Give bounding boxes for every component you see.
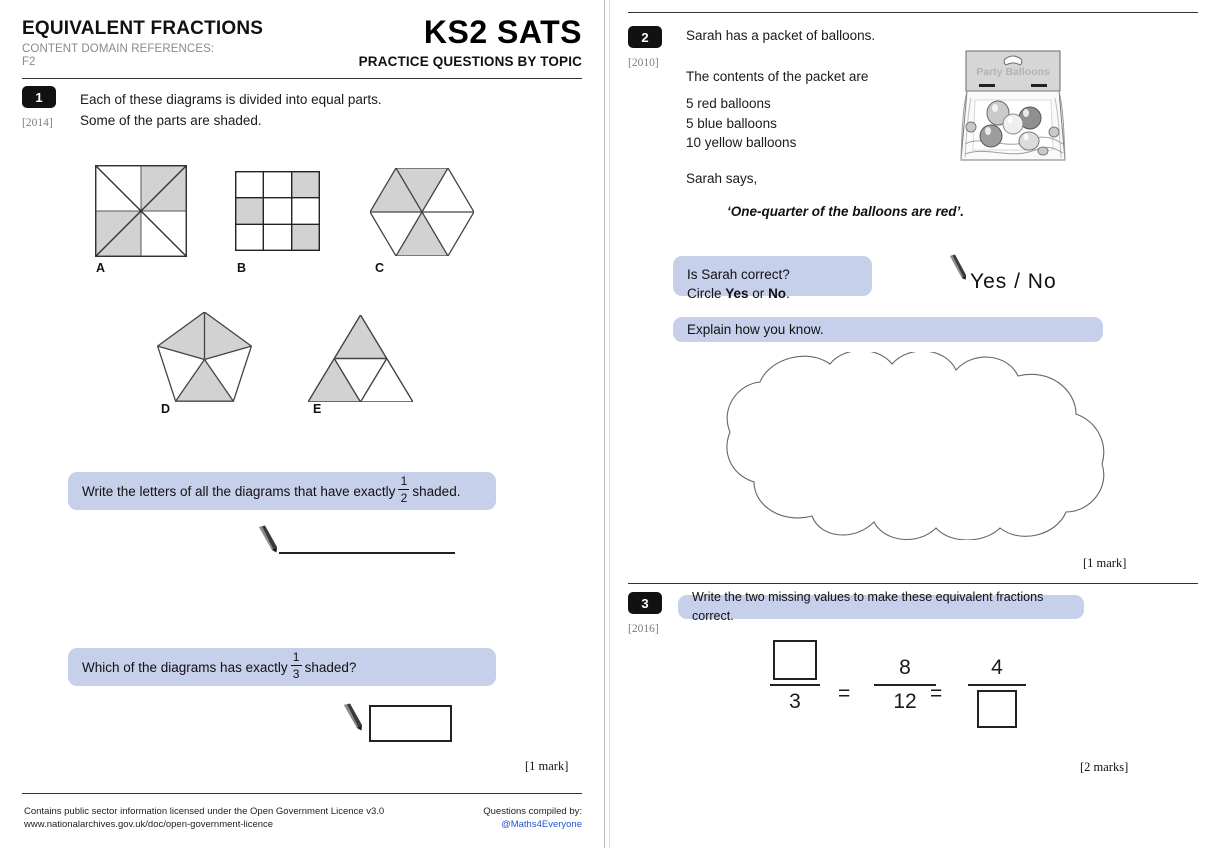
pencil-icon [256, 525, 280, 553]
licence-line-2: www.nationalarchives.gov.uk/doc/open-government-licence [24, 819, 274, 830]
fraction-numerator: 1 [292, 650, 300, 665]
diagram-c-label: C [375, 261, 385, 275]
question-2-line-6: Sarah says, [686, 171, 758, 186]
question-3-year: [2016] [628, 623, 659, 635]
exam-subtitle: PRACTICE QUESTIONS BY TOPIC [358, 54, 582, 69]
fraction-denominator: 3 [292, 666, 300, 681]
pencil-icon [341, 703, 365, 731]
question-2-quote: ‘One-quarter of the balloons are red’. [727, 204, 965, 219]
fraction-bar [398, 489, 409, 490]
fraction-1-bar [770, 684, 820, 686]
question-2-line-2: The contents of the packet are [686, 69, 869, 84]
footer-divider [22, 793, 582, 794]
right-page [610, 0, 1205, 848]
circle-or-word: or [748, 286, 769, 301]
question-1-marks: [1 mark] [525, 759, 569, 773]
question-2-circle-prompt [673, 256, 872, 301]
fraction-3-numerator: 4 [991, 656, 1003, 679]
fraction-2-bar [874, 684, 936, 686]
header-divider [22, 78, 582, 79]
exam-title: KS2 SATS [423, 14, 582, 50]
question-1a-prompt-pre: Write the letters of all the diagrams that have exactly [82, 483, 396, 499]
diagram-b-label: B [237, 261, 247, 275]
diagram-d-label: D [161, 402, 171, 416]
question-2-line-3: 5 red balloons [686, 96, 771, 111]
content-domain-code: F2 [22, 56, 36, 68]
question-2-badge: 2 [628, 26, 662, 48]
question-1b-prompt-pre: Which of the diagrams has exactly [82, 659, 288, 675]
question-1a-prompt [68, 472, 496, 510]
diagram-e [308, 315, 413, 402]
diagram-e-label: E [313, 402, 322, 416]
question-1b-prompt-post: shaded? [304, 659, 357, 675]
balloon-packet-label: Party Balloons [976, 66, 1050, 78]
question-2-year: [2010] [628, 57, 659, 69]
balloon-packet-image [953, 48, 1073, 168]
fraction-3-bar [968, 684, 1026, 686]
equals-sign-2: = [930, 682, 943, 705]
question-2-circle-prompt-line-1: Is Sarah correct? [687, 267, 790, 282]
question-1-line-2: Some of the parts are shaded. [80, 113, 262, 128]
compiled-by-label: Questions compiled by: [483, 806, 582, 817]
page-divider [604, 0, 605, 848]
fraction-one-third [291, 652, 302, 679]
question-3-badge: 3 [628, 592, 662, 614]
fraction-denominator: 2 [400, 490, 408, 505]
fraction-2-denominator: 12 [893, 690, 917, 713]
fraction-one-half [398, 476, 409, 503]
circle-period: . [786, 286, 790, 301]
no-option[interactable]: No [1027, 270, 1057, 293]
fraction-numerator: 1 [400, 474, 408, 489]
circle-no-word: No [768, 286, 787, 301]
fraction-2-numerator: 8 [899, 656, 911, 679]
question-2-line-5: 10 yellow balloons [686, 135, 797, 150]
fraction-1 [750, 640, 840, 714]
diagram-d [157, 312, 252, 403]
fraction-1-denominator: 3 [789, 690, 801, 713]
compiled-by-handle[interactable]: @Maths4Everyone [501, 819, 582, 830]
fraction-3 [952, 640, 1042, 728]
question-2-answer-cloud[interactable] [678, 352, 1115, 540]
pencil-icon [947, 254, 969, 280]
diagram-b [235, 171, 320, 251]
question-1b-answer-box[interactable] [369, 705, 452, 742]
equals-sign-1: = [838, 682, 851, 705]
page-title: EQUIVALENT FRACTIONS [22, 18, 264, 39]
question-1-line-1: Each of these diagrams is divided into equal parts. [80, 92, 382, 107]
diagram-a-label: A [96, 261, 106, 275]
question-2-marks: [1 mark] [1083, 556, 1127, 570]
circle-word: Circle [687, 286, 726, 301]
circle-yes-word: Yes [725, 286, 749, 301]
question-3-divider [628, 583, 1198, 584]
fraction-1-numerator-box[interactable] [773, 640, 817, 680]
question-3-prompt: Write the two missing values to make these equivalent fractions correct. [678, 595, 1084, 619]
question-3-marks: [2 marks] [1080, 760, 1129, 774]
option-separator: / [1014, 270, 1021, 293]
content-domain-label: CONTENT DOMAIN REFERENCES: [22, 43, 215, 55]
question-1a-answer-line[interactable] [279, 552, 455, 554]
diagram-a [95, 165, 187, 257]
question-1-year: [2014] [22, 117, 53, 129]
question-1a-prompt-post: shaded. [412, 483, 461, 499]
yes-option[interactable]: Yes [970, 270, 1008, 293]
question-2-circle-prompt-line-2 [687, 284, 858, 303]
diagram-c [370, 168, 474, 256]
question-2-explain-prompt: Explain how you know. [673, 317, 1103, 342]
fraction-bar [291, 665, 302, 666]
question-2-yes-no-options[interactable] [970, 270, 1057, 294]
question-1b-prompt [68, 648, 496, 686]
question-2-line-1: Sarah has a packet of balloons. [686, 28, 876, 43]
licence-line-1: Contains public sector information licensed under the Open Government Licence v3.0 [24, 806, 385, 817]
question-2-line-4: 5 blue balloons [686, 116, 777, 131]
right-top-divider [628, 12, 1198, 13]
question-1-badge: 1 [22, 86, 56, 108]
fraction-3-denominator-box[interactable] [977, 690, 1017, 728]
